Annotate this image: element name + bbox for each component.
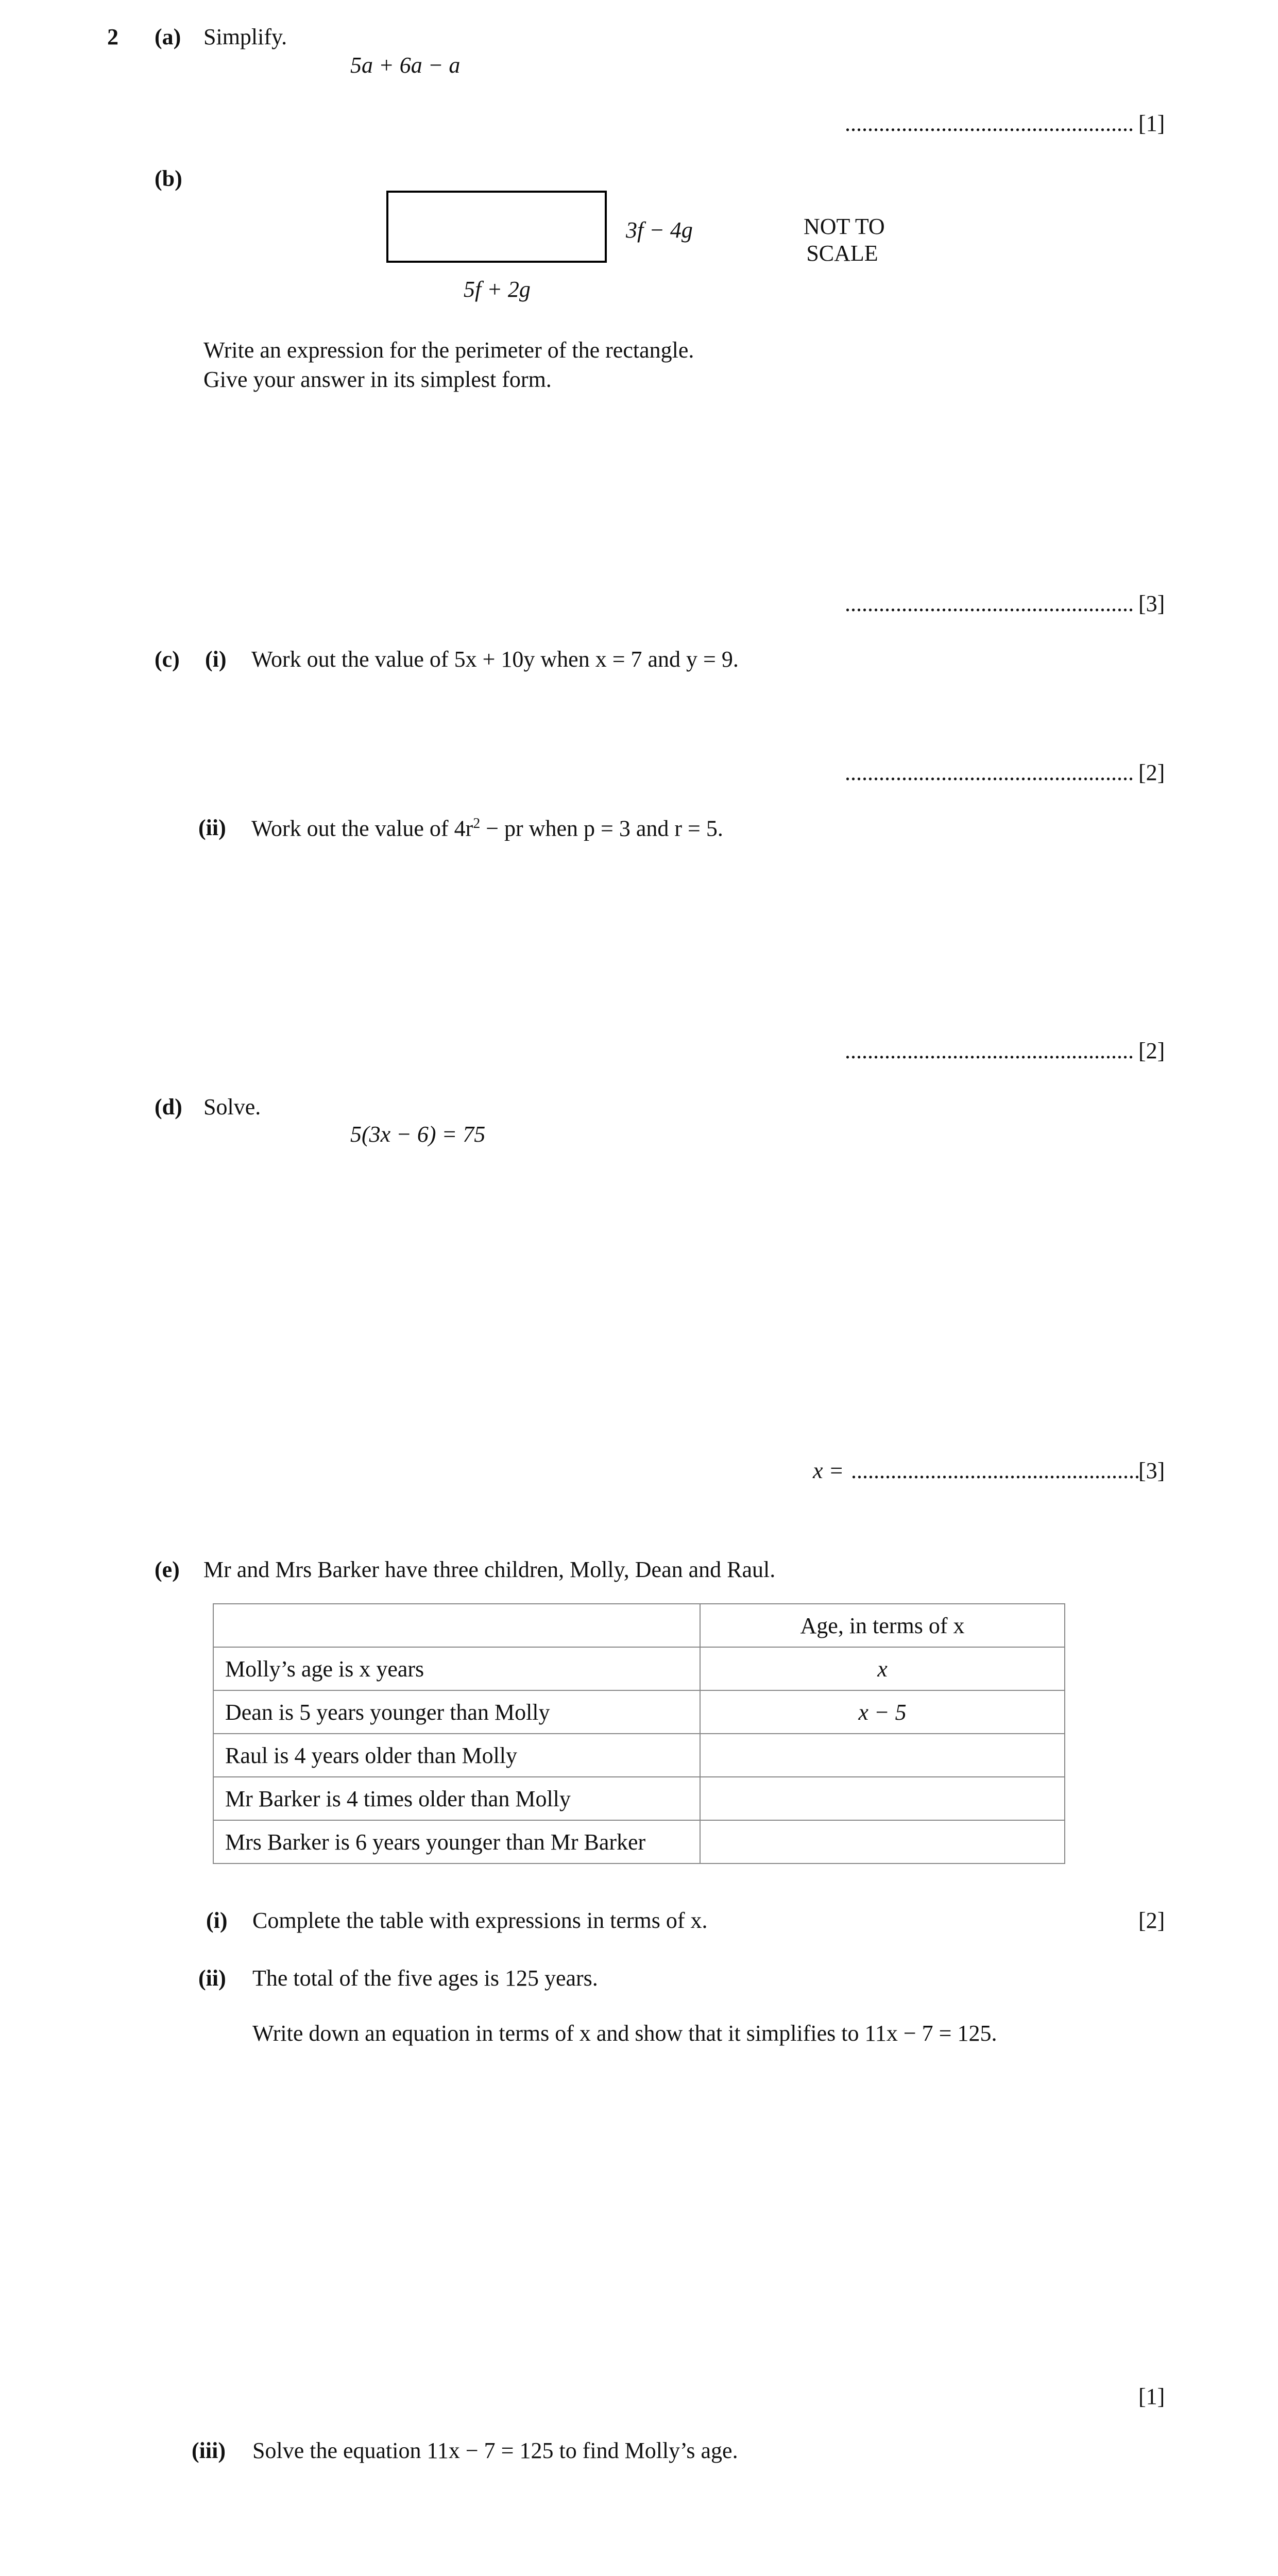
part-b-label: (b)	[155, 166, 182, 191]
rectangle-side-label: 3f − 4g	[626, 217, 693, 243]
table-cell-description: Dean is 5 years younger than Molly	[213, 1690, 700, 1734]
table-cell-age: x − 5	[700, 1690, 1065, 1734]
part-e-i-label: (i)	[206, 1908, 228, 1933]
part-d-label: (d)	[155, 1094, 182, 1120]
part-e-iii-label: (iii)	[192, 2438, 226, 2463]
part-d-instruction: Solve.	[203, 1094, 261, 1120]
table-header: Age, in terms of x	[700, 1604, 1065, 1647]
part-a-instruction: Simplify.	[203, 24, 287, 49]
part-b-marks: [3]	[1138, 591, 1165, 616]
table-cell-description: Mr Barker is 4 times older than Molly	[213, 1777, 700, 1820]
part-d-answer-prefix: x =	[813, 1458, 844, 1483]
part-a-marks: [1]	[1138, 111, 1165, 136]
part-c-ii-text-pre: Work out the value of 4r	[251, 816, 473, 841]
table-cell-description: Molly’s age is x years	[213, 1647, 700, 1690]
ages-table	[213, 1603, 1065, 1864]
table-header-empty	[213, 1604, 700, 1647]
part-c-ii-text	[251, 817, 723, 840]
not-to-scale-line1: NOT TO	[804, 214, 885, 239]
table-cell-age: x	[700, 1647, 1065, 1690]
table-header-row	[213, 1604, 1065, 1647]
table-row	[213, 1734, 1065, 1777]
table-row	[213, 1820, 1065, 1863]
part-e-ii-text-2: Write down an equation in terms of x and show that it simplifies to 11x − 7 = 125.	[252, 2021, 997, 2046]
part-a-label: (a)	[155, 24, 181, 49]
part-c-ii-text-post: − pr when p = 3 and r = 5.	[480, 816, 723, 841]
part-b-instruction-2: Give your answer in its simplest form.	[203, 367, 552, 392]
part-c-ii-answer-line[interactable]: ...................................................	[845, 1038, 1134, 1063]
part-d-marks: [3]	[1138, 1458, 1165, 1483]
part-e-ii-marks: [1]	[1138, 2384, 1165, 2409]
table-row	[213, 1647, 1065, 1690]
not-to-scale-line2: SCALE	[806, 241, 878, 266]
rectangle-diagram	[386, 191, 607, 263]
part-c-i-text: Work out the value of 5x + 10y when x = 7 and y = 9.	[251, 647, 739, 672]
part-e-ii-text-1: The total of the five ages is 125 years.	[252, 1965, 598, 1991]
table-cell-description: Mrs Barker is 6 years younger than Mr Barker	[213, 1820, 700, 1863]
part-b-answer-line[interactable]: ...................................................	[845, 591, 1134, 616]
part-a-answer-line[interactable]: ...................................................	[845, 111, 1134, 136]
part-c-ii-marks: [2]	[1138, 1038, 1165, 1063]
part-e-ii-label: (ii)	[198, 1965, 226, 1991]
part-c-i-marks: [2]	[1138, 760, 1165, 785]
table-cell-age-input[interactable]	[700, 1820, 1065, 1863]
part-e-i-marks: [2]	[1138, 1908, 1165, 1933]
table-row	[213, 1690, 1065, 1734]
table-cell-age-input[interactable]	[700, 1777, 1065, 1820]
part-c-i-label: (i)	[205, 647, 227, 672]
part-b-instruction-1: Write an expression for the perimeter of the rectangle.	[203, 337, 694, 363]
part-d-equation: 5(3x − 6) = 75	[350, 1122, 486, 1147]
table-cell-description: Raul is 4 years older than Molly	[213, 1734, 700, 1777]
rectangle-bottom-label: 5f + 2g	[464, 277, 531, 302]
part-e-iii-text: Solve the equation 11x − 7 = 125 to find Molly’s age.	[252, 2438, 738, 2463]
part-c-label: (c)	[155, 647, 180, 672]
question-number: 2	[107, 24, 118, 49]
part-c-ii-exponent: 2	[473, 816, 481, 832]
part-a-expression: 5a + 6a − a	[350, 53, 461, 78]
part-d-answer-line[interactable]: ...................................................	[851, 1458, 1140, 1483]
part-e-label: (e)	[155, 1557, 180, 1582]
table-row	[213, 1777, 1065, 1820]
part-c-ii-label: (ii)	[198, 815, 226, 840]
table-cell-age-input[interactable]	[700, 1734, 1065, 1777]
part-e-i-text: Complete the table with expressions in terms of x.	[252, 1908, 708, 1933]
part-c-i-answer-line[interactable]: ...................................................	[845, 760, 1134, 785]
part-e-intro: Mr and Mrs Barker have three children, Molly, Dean and Raul.	[203, 1557, 776, 1582]
